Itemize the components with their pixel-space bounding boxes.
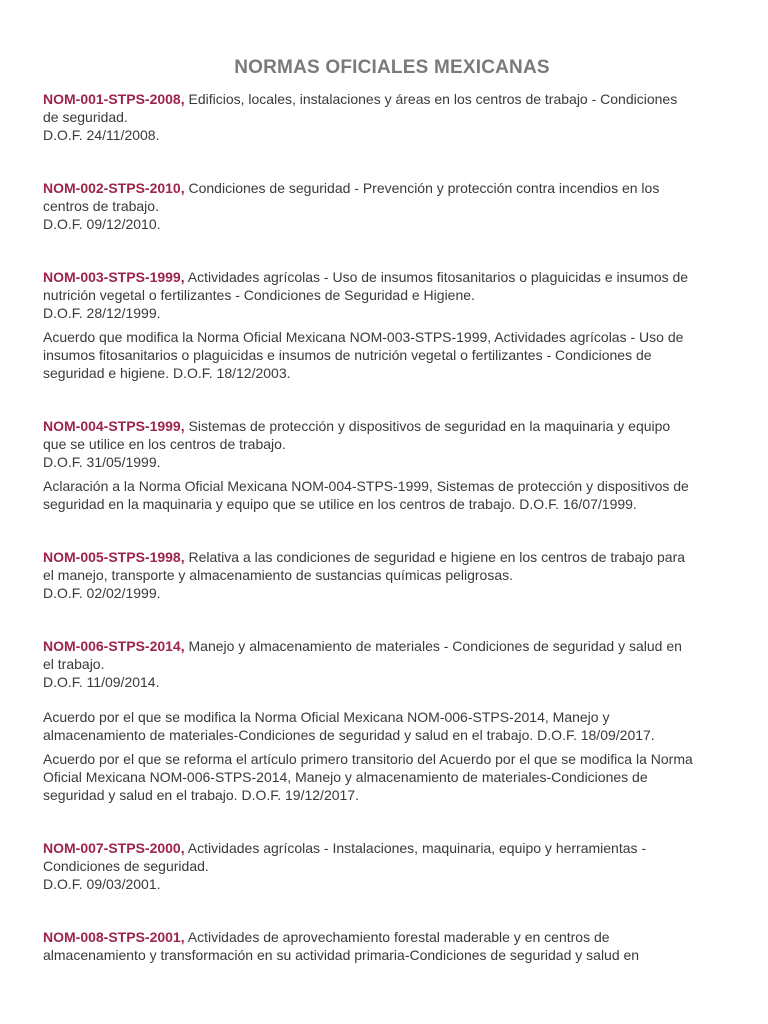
norm-code: NOM-006-STPS-2014, bbox=[43, 638, 185, 654]
norm-entry bbox=[43, 637, 693, 804]
norm-title: Sistemas de protección y dispositivos de seguridad en la maquinaria y equipo que se utilice en los centros de trabajo. bbox=[43, 418, 671, 452]
norm-description bbox=[43, 637, 693, 691]
norm-code: NOM-004-STPS-1999, bbox=[43, 418, 185, 434]
norm-title: Edificios, locales, instalaciones y áreas en los centros de trabajo - Condiciones de seguridad. bbox=[43, 91, 678, 125]
norm-amendment-note: Acuerdo por el que se reforma el artículo primero transitorio del Acuerdo por el que se modifica la Norma Oficial Mexicana NOM-006-STPS-2014, Manejo y almacenamiento de materiales-Condiciones de seguridad y salud en el trabajo. D.O.F. 19/12/2017. bbox=[43, 751, 693, 803]
norm-title: Manejo y almacenamiento de materiales - Condiciones de seguridad y salud en el trabajo. bbox=[43, 638, 682, 672]
norm-description bbox=[43, 839, 693, 893]
norm-code: NOM-003-STPS-1999, bbox=[43, 269, 185, 285]
norm-description bbox=[43, 928, 693, 964]
norm-description bbox=[43, 417, 693, 471]
norm-entry bbox=[43, 417, 693, 513]
norm-description bbox=[43, 90, 693, 144]
norm-description bbox=[43, 268, 693, 322]
norm-code: NOM-007-STPS-2000, bbox=[43, 840, 185, 856]
norm-title: Actividades de aprovechamiento forestal maderable y en centros de almacenamiento y transformación en su actividad primaria-Condiciones de seguridad y salud en bbox=[43, 929, 640, 963]
norm-amendment-note: Acuerdo por el que se modifica la Norma Oficial Mexicana NOM-006-STPS-2014, Manejo y almacenamiento de materiales-Condiciones de seguridad y salud en el trabajo. D.O.F. 18/09/2017. bbox=[43, 709, 655, 743]
norm-list bbox=[43, 90, 693, 999]
norm-dof-date: D.O.F. 31/05/1999. bbox=[43, 454, 161, 470]
norm-entry bbox=[43, 268, 693, 382]
norm-entry bbox=[43, 179, 693, 233]
norm-dof-date: D.O.F. 11/09/2014. bbox=[43, 674, 160, 690]
norm-code: NOM-002-STPS-2010, bbox=[43, 180, 185, 196]
norm-title: Relativa a las condiciones de seguridad e higiene en los centros de trabajo para el manejo, transporte y almacenamiento de sustancias químicas peligrosas. bbox=[43, 549, 686, 583]
norm-entry bbox=[43, 839, 693, 893]
norm-dof-date: D.O.F. 02/02/1999. bbox=[43, 585, 161, 601]
page-title: NORMAS OFICIALES MEXICANAS bbox=[234, 57, 550, 78]
norm-dof-date: D.O.F. 24/11/2008. bbox=[43, 127, 160, 143]
norm-dof-date: D.O.F. 09/03/2001. bbox=[43, 876, 161, 892]
spacer bbox=[43, 691, 693, 708]
norm-title: Actividades agrícolas - Instalaciones, maquinaria, equipo y herramientas - Condiciones de seguridad. bbox=[43, 840, 647, 874]
norm-code: NOM-001-STPS-2008, bbox=[43, 91, 185, 107]
norm-title: Condiciones de seguridad - Prevención y protección contra incendios en los centros de trabajo. bbox=[43, 180, 660, 214]
norm-entry bbox=[43, 90, 693, 144]
norm-entry bbox=[43, 548, 693, 602]
norm-code: NOM-008-STPS-2001, bbox=[43, 929, 185, 945]
norm-dof-date: D.O.F. 28/12/1999. bbox=[43, 305, 161, 321]
norm-entry bbox=[43, 928, 693, 964]
norm-dof-date: D.O.F. 09/12/2010. bbox=[43, 216, 161, 232]
norm-description bbox=[43, 179, 693, 233]
norm-code: NOM-005-STPS-1998, bbox=[43, 549, 185, 565]
norm-description bbox=[43, 548, 693, 602]
norm-amendment-note: Acuerdo que modifica la Norma Oficial Mexicana NOM-003-STPS-1999, Actividades agrícolas - Uso de insumos fitosanitarios o plaguicidas e insumos de nutrición vegetal o fertilizantes - Condiciones de seguridad e higiene. D.O.F. 18/12/2003. bbox=[43, 329, 684, 381]
norm-amendment-note: Aclaración a la Norma Oficial Mexicana NOM-004-STPS-1999, Sistemas de protección y dispositivos de seguridad en la maquinaria y equipo que se utilice en los centros de trabajo. D.O.F. 16/07/1999. bbox=[43, 478, 689, 512]
norm-title: Actividades agrícolas - Uso de insumos fitosanitarios o plaguicidas e insumos de nutrición vegetal o fertilizantes - Condiciones de Seguridad e Higiene. bbox=[43, 269, 689, 303]
